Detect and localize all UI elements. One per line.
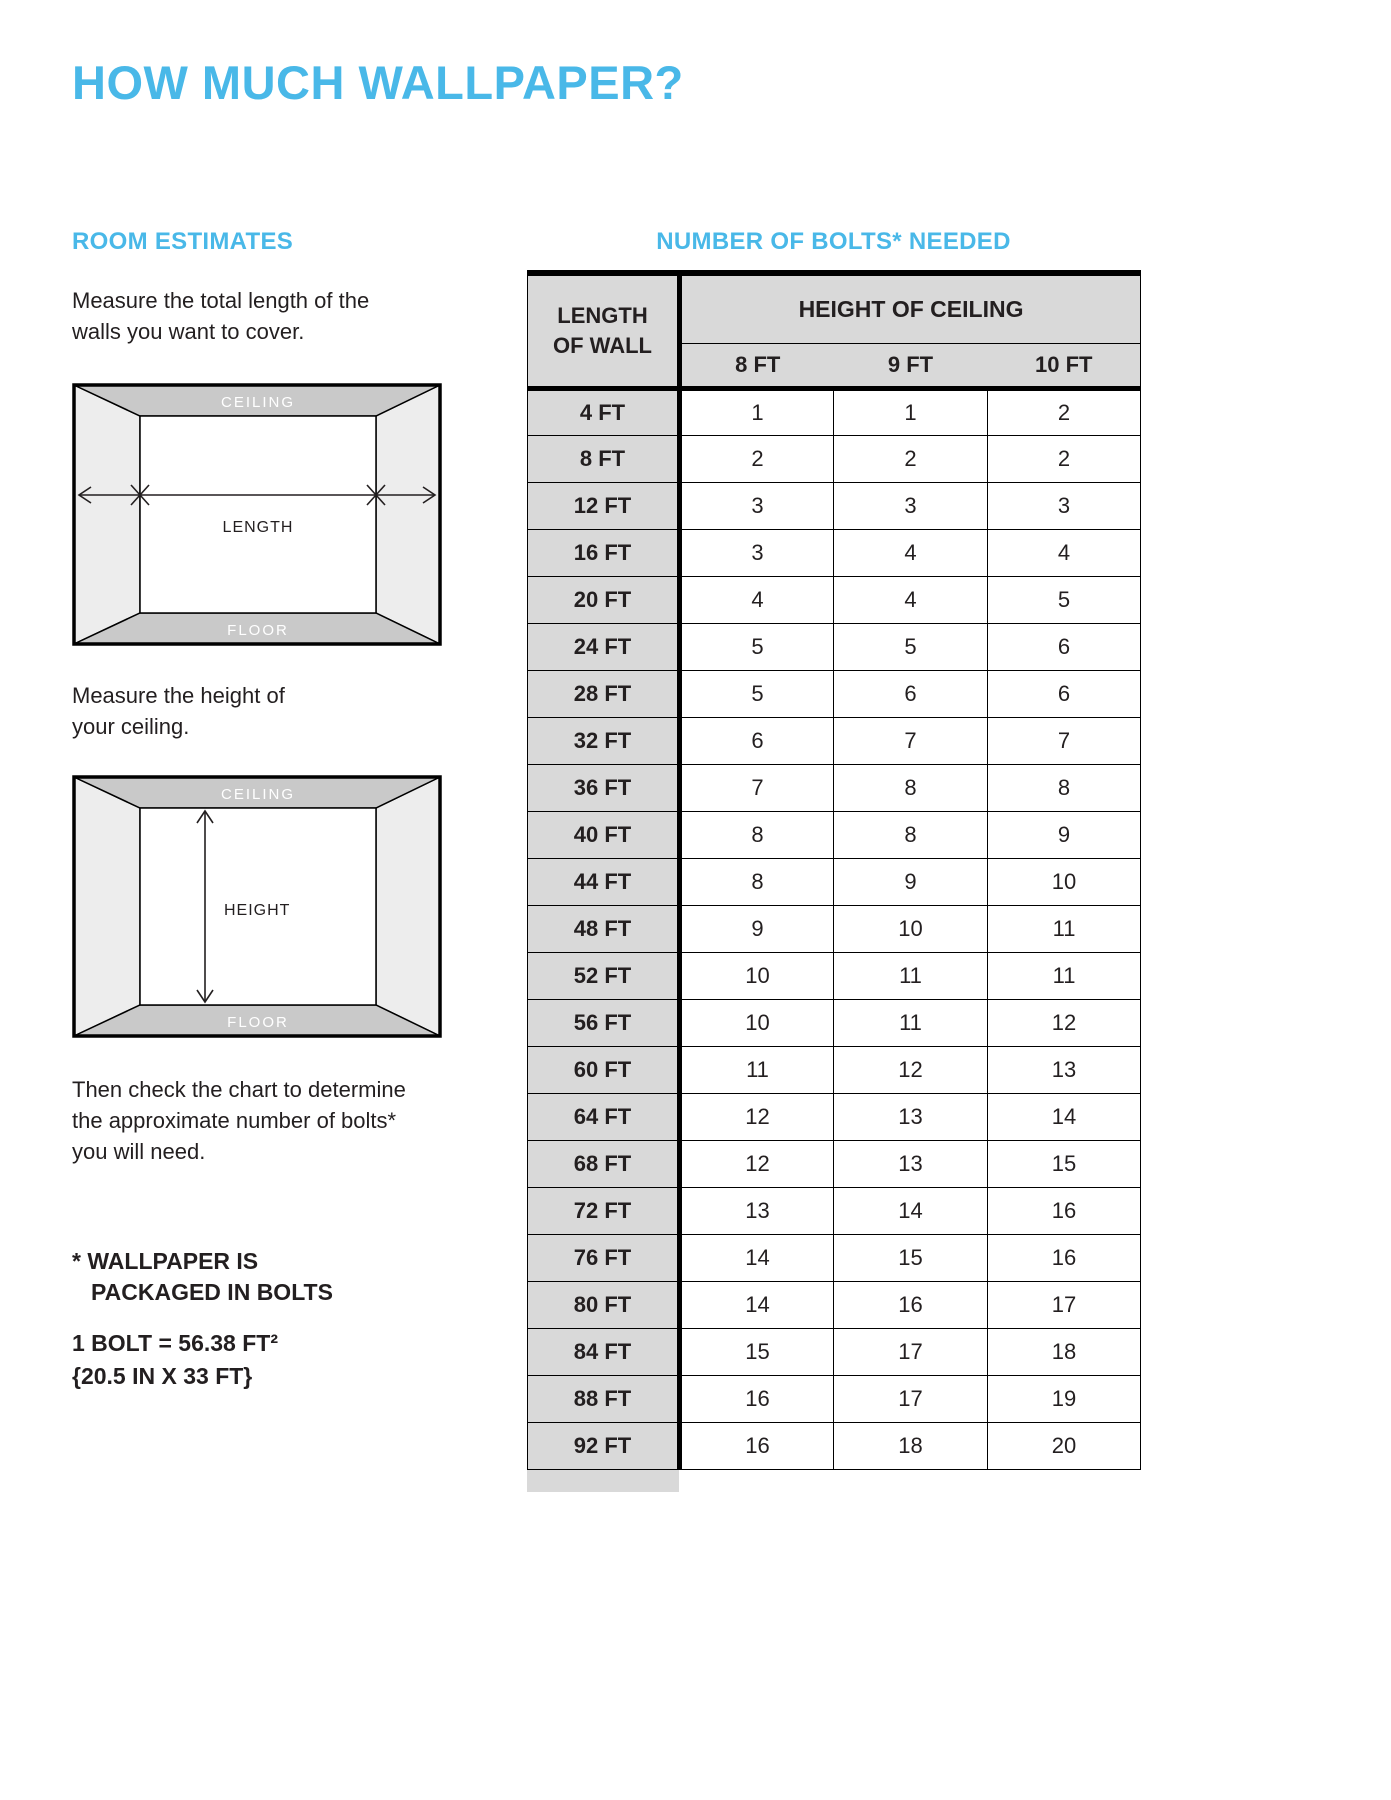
bolts-value-cell: 13: [680, 1187, 834, 1234]
room-height-diagram: [72, 775, 442, 1038]
back-wall: [140, 416, 376, 613]
footnote-line1: * WALLPAPER IS: [72, 1248, 259, 1274]
row-length-label: 4 FT: [528, 388, 680, 435]
bolts-value-cell: 16: [988, 1234, 1141, 1281]
col-header-9ft: 9 FT: [834, 343, 988, 388]
table-row: [528, 1375, 1141, 1422]
bolts-value-cell: 2: [834, 435, 988, 482]
floor-label: FLOOR: [227, 622, 289, 639]
row-length-label: 84 FT: [528, 1328, 680, 1375]
col-header-10ft: 10 FT: [988, 343, 1141, 388]
bolts-value-cell: 6: [988, 670, 1141, 717]
row-length-label: 8 FT: [528, 435, 680, 482]
table-row: [528, 1046, 1141, 1093]
bolts-value-cell: 3: [680, 482, 834, 529]
row-length-label: 12 FT: [528, 482, 680, 529]
bolts-value-cell: 10: [988, 858, 1141, 905]
table-row: [528, 1140, 1141, 1187]
bolts-value-cell: 5: [834, 623, 988, 670]
page-title: HOW MUCH WALLPAPER?: [72, 56, 684, 109]
row-length-label: 56 FT: [528, 999, 680, 1046]
bolts-value-cell: 11: [834, 999, 988, 1046]
row-length-label: 48 FT: [528, 905, 680, 952]
bolts-value-cell: 3: [834, 482, 988, 529]
bolts-value-cell: 8: [988, 764, 1141, 811]
row-length-label: 92 FT: [528, 1422, 680, 1469]
bolts-value-cell: 11: [834, 952, 988, 999]
right-wall: [376, 385, 440, 644]
table-row: [528, 529, 1141, 576]
bolts-value-cell: 16: [834, 1281, 988, 1328]
right-wall: [376, 777, 440, 1036]
table-row: [528, 952, 1141, 999]
table-row: [528, 858, 1141, 905]
table-row: [528, 811, 1141, 858]
bolts-value-cell: 7: [834, 717, 988, 764]
bolts-value-cell: 14: [834, 1187, 988, 1234]
bolts-value-cell: 1: [680, 388, 834, 435]
length-label: LENGTH: [222, 519, 294, 536]
row-length-label: 20 FT: [528, 576, 680, 623]
bolts-value-cell: 14: [988, 1093, 1141, 1140]
step-1-text: Measure the total length of the walls you want to cover.: [72, 288, 370, 345]
bolts-value-cell: 11: [988, 905, 1141, 952]
bolts-value-cell: 15: [680, 1328, 834, 1375]
bolts-value-cell: 16: [680, 1422, 834, 1469]
row-length-label: 44 FT: [528, 858, 680, 905]
bolts-value-cell: 4: [834, 576, 988, 623]
bolts-value-cell: 17: [834, 1328, 988, 1375]
table-row: [528, 576, 1141, 623]
ceiling-label: CEILING: [220, 394, 296, 411]
bolts-value-cell: 8: [680, 811, 834, 858]
row-length-label: 36 FT: [528, 764, 680, 811]
bolts-value-cell: 16: [988, 1187, 1141, 1234]
bolts-value-cell: 20: [988, 1422, 1141, 1469]
bolts-value-cell: 7: [680, 764, 834, 811]
row-length-label: 76 FT: [528, 1234, 680, 1281]
bolts-table-container: [527, 270, 1141, 1492]
bolts-value-cell: 15: [988, 1140, 1141, 1187]
table-row: [528, 999, 1141, 1046]
bolts-value-cell: 6: [834, 670, 988, 717]
row-length-label: 24 FT: [528, 623, 680, 670]
row-length-label: 80 FT: [528, 1281, 680, 1328]
step-3-text: Then check the chart to determine the approximate number of bolts* you will need.: [72, 1077, 406, 1165]
table-row: [528, 1187, 1141, 1234]
bolts-value-cell: 8: [680, 858, 834, 905]
bolts-value-cell: 11: [988, 952, 1141, 999]
col-header-8ft: 8 FT: [680, 343, 834, 388]
row-length-label: 28 FT: [528, 670, 680, 717]
bolts-value-cell: 17: [988, 1281, 1141, 1328]
bolts-value-cell: 6: [680, 717, 834, 764]
table-row: [528, 623, 1141, 670]
bolts-value-cell: 13: [834, 1140, 988, 1187]
height-label: HEIGHT: [224, 902, 291, 919]
ceiling-label: CEILING: [220, 786, 296, 803]
bolts-value-cell: 9: [988, 811, 1141, 858]
bolts-value-cell: 18: [834, 1422, 988, 1469]
bolts-value-cell: 3: [680, 529, 834, 576]
row-length-label: 40 FT: [528, 811, 680, 858]
bolts-value-cell: 7: [988, 717, 1141, 764]
footnote-line2: PACKAGED IN BOLTS: [91, 1279, 333, 1306]
bolts-value-cell: 12: [680, 1093, 834, 1140]
bolts-value-cell: 9: [834, 858, 988, 905]
bolts-value-cell: 14: [680, 1281, 834, 1328]
table-row: [528, 764, 1141, 811]
bolts-value-cell: 10: [680, 999, 834, 1046]
bolts-value-cell: 17: [834, 1375, 988, 1422]
bolts-value-cell: 4: [834, 529, 988, 576]
bolts-value-cell: 12: [988, 999, 1141, 1046]
bolts-value-cell: 13: [988, 1046, 1141, 1093]
row-length-label: 68 FT: [528, 1140, 680, 1187]
bolts-value-cell: 2: [680, 435, 834, 482]
height-of-ceiling-header: HEIGHT OF CEILING: [680, 273, 1141, 343]
room-length-diagram: [72, 383, 442, 646]
bolt-size-line1: 1 BOLT = 56.38 FT²: [72, 1330, 278, 1356]
room-estimates-heading: ROOM ESTIMATES: [72, 228, 294, 255]
bolts-needed-heading: NUMBER OF BOLTS* NEEDED: [656, 228, 1011, 255]
row-length-label: 16 FT: [528, 529, 680, 576]
bolts-value-cell: 15: [834, 1234, 988, 1281]
length-of-wall-header: LENGTH OF WALL: [528, 273, 680, 388]
bolts-value-cell: 9: [680, 905, 834, 952]
bolts-value-cell: 6: [988, 623, 1141, 670]
bolt-size-line2: {20.5 IN X 33 FT}: [72, 1362, 253, 1389]
table-row: [528, 1281, 1141, 1328]
row-length-label: 88 FT: [528, 1375, 680, 1422]
row-length-label: 52 FT: [528, 952, 680, 999]
bolts-value-cell: 10: [834, 905, 988, 952]
table-row: [528, 670, 1141, 717]
left-wall: [74, 777, 140, 1036]
table-row: [528, 1093, 1141, 1140]
wallpaper-footnote: [72, 1246, 333, 1308]
table-header-row: [528, 273, 1141, 343]
bolts-value-cell: 16: [680, 1375, 834, 1422]
row-length-label: 64 FT: [528, 1093, 680, 1140]
table-row: [528, 388, 1141, 435]
floor-label: FLOOR: [227, 1014, 289, 1031]
table-row: [528, 1328, 1141, 1375]
bolt-size-info: [72, 1327, 278, 1392]
table-column-stub: [527, 1470, 679, 1492]
bolts-value-cell: 8: [834, 764, 988, 811]
bolts-value-cell: 10: [680, 952, 834, 999]
bolts-value-cell: 1: [834, 388, 988, 435]
step-2-text: Measure the height of your ceiling.: [72, 683, 285, 740]
bolts-value-cell: 14: [680, 1234, 834, 1281]
bolts-value-cell: 4: [988, 529, 1141, 576]
bolts-value-cell: 3: [988, 482, 1141, 529]
bolts-value-cell: 12: [680, 1140, 834, 1187]
bolts-value-cell: 8: [834, 811, 988, 858]
table-row: [528, 482, 1141, 529]
bolts-value-cell: 18: [988, 1328, 1141, 1375]
bolts-value-cell: 5: [680, 623, 834, 670]
table-row: [528, 1422, 1141, 1469]
row-length-label: 32 FT: [528, 717, 680, 764]
bolts-value-cell: 12: [834, 1046, 988, 1093]
bolts-value-cell: 11: [680, 1046, 834, 1093]
table-row: [528, 905, 1141, 952]
bolts-table: [527, 270, 1141, 1470]
bolts-value-cell: 4: [680, 576, 834, 623]
left-wall: [74, 385, 140, 644]
bolts-value-cell: 19: [988, 1375, 1141, 1422]
table-row: [528, 717, 1141, 764]
bolt-table-body: [528, 388, 1141, 1469]
bolts-value-cell: 2: [988, 388, 1141, 435]
row-length-label: 72 FT: [528, 1187, 680, 1234]
table-row: [528, 1234, 1141, 1281]
table-row: [528, 435, 1141, 482]
bolts-value-cell: 2: [988, 435, 1141, 482]
row-length-label: 60 FT: [528, 1046, 680, 1093]
bolts-value-cell: 13: [834, 1093, 988, 1140]
bolts-value-cell: 5: [988, 576, 1141, 623]
bolts-value-cell: 5: [680, 670, 834, 717]
